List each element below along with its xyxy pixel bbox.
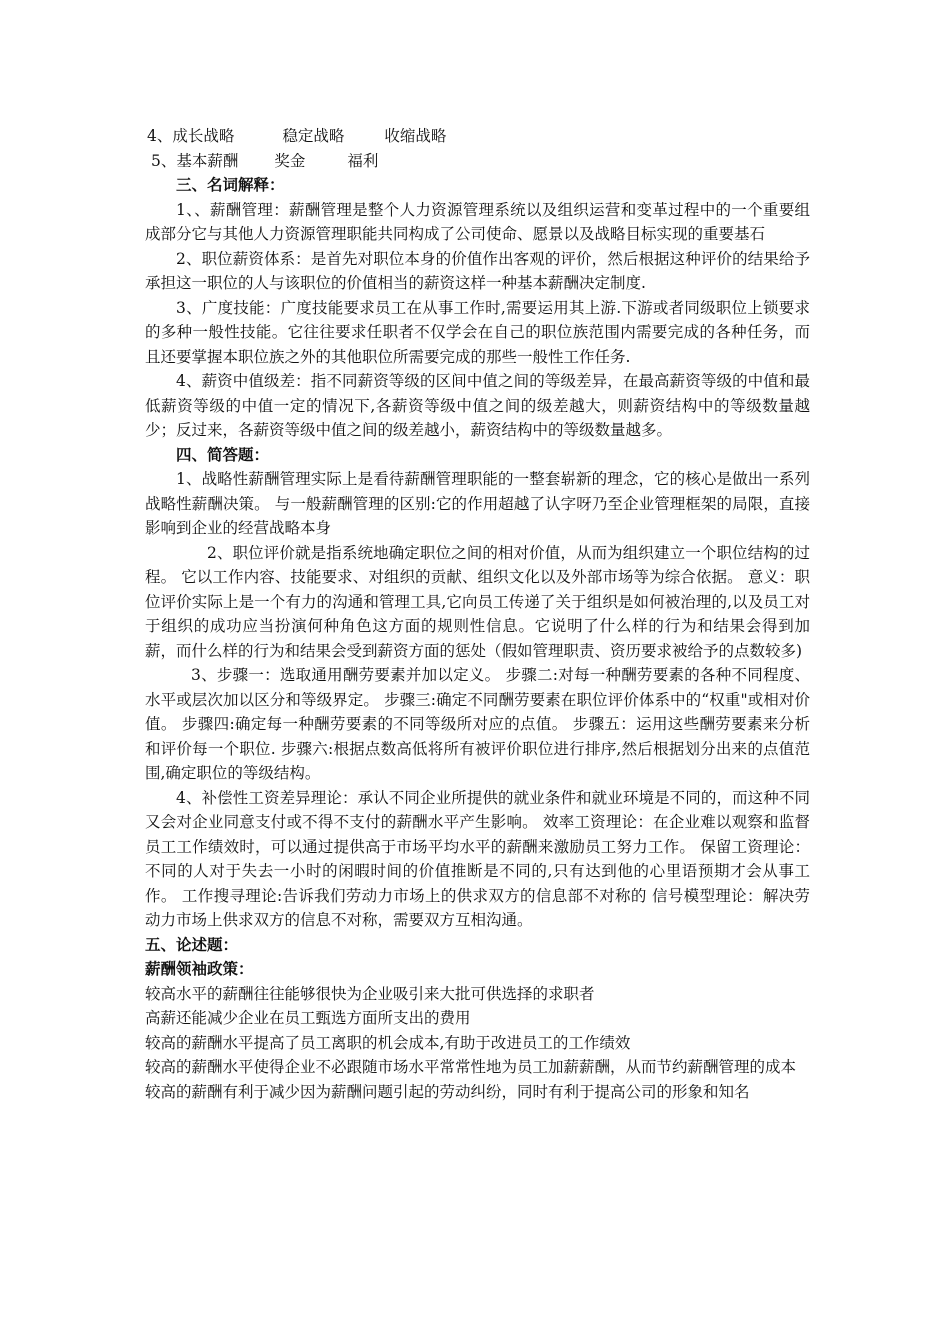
document-body bbox=[145, 124, 810, 1104]
section4-paragraph-4: 4、补偿性工资差异理论：承认不同企业所提供的就业条件和就业环境是不同的，而这种不同又会对企业同意支付或不得不支付的薪酬水平产生影响。 效率工资理论：在企业难以观察和监督员工工作绩效时，可以通过提供高于市场平均水平的薪酬来激励员工努力工作。 保留工资理论：不同的人对于失去一小时的闲暇时间的价值推断是不同的,只有达到他的心里语预期才会从事工作。 工作搜寻理论:告诉我们劳动力市场上的供求双方的信息部不对称的 信号模型理论：解决劳动力市场上供求双方的信息不对称，需要双方互相沟通。 bbox=[145, 788, 810, 929]
section4-paragraph-2: 2、职位评价就是指系统地确定职位之间的相对价值，从而为组织建立一个职位结构的过程。 它以工作内容、技能要求、对组织的贡献、组织文化以及外部市场等为综合依据。 意义：职位评价实际上是一个有力的沟通和管理工具,它向员工传递了关于组织是如何被治理的,以及员工对于组织的成功应当扮演何种角色这方面的规则性信息。它说明了什么样的行为和结果会得到加薪，而什么样的行为和结果会受到薪资方面的惩处（假如管理职责、资历要求被给予的点数较多) bbox=[145, 543, 810, 660]
list-item-5-c: 福利 bbox=[347, 151, 379, 170]
list-item-4 bbox=[145, 124, 810, 149]
section5-item: 较高的薪酬有利于减少因为薪酬问题引起的劳动纠纷，同时有利于提高公司的形象和知名 bbox=[145, 1082, 750, 1101]
section3-paragraph-1: 1、、薪酬管理：薪酬管理是整个人力资源管理系统以及组织运营和变革过程中的一个重要组成部分它与其他人力资源管理职能共同构成了公司使命、愿景以及战略目标实现的重要基石 bbox=[145, 200, 810, 243]
section5-title: 五、论述题： bbox=[145, 934, 239, 954]
list-item-4-c: 收缩战略 bbox=[384, 127, 447, 145]
section5-item: 较高的薪酬水平提高了员工离职的机会成本,有助于改进员工的工作绩效 bbox=[145, 1033, 631, 1052]
section3-title: 三、名词解释： bbox=[176, 175, 285, 194]
section4-title: 四、简答题： bbox=[176, 444, 270, 464]
section3-paragraph-3: 3、广度技能：广度技能要求员工在从事工作时,需要运用其上游.下游或者同级职位上锁要求的多种一般性技能。它往往要求任职者不仅学会在自己的职位族范围内需要完成的各种任务，而且还要掌握本职位族之外的其他职位所需要完成的那些一般性工作任务. bbox=[145, 298, 810, 366]
list-item-5-text: 5、基本薪酬 bbox=[151, 151, 239, 170]
list-item-4-b: 稳定战略 bbox=[282, 127, 345, 145]
section4-paragraph-3: 3、步骤一：选取通用酬劳要素并加以定义。 步骤二:对每一种酬劳要素的各种不同程度、水平或层次加以区分和等级界定。 步骤三:确定不同酬劳要素在职位评价体系中的“权重"或相对价值。 步骤四:确定每一种酬劳要素的不同等级所对应的点值。 步骤五：运用这些酬劳要素来分析和评价每一个职位. 步骤六:根据点数高低将所有被评价职位进行排序,然后根据划分出来的点值范围,确定职位的等级结构。 bbox=[145, 666, 810, 782]
section4-paragraph-1: 1、战略性薪酬管理实际上是看待薪酬管理职能的一整套崭新的理念，它的核心是做出一系列战略性薪酬决策。 与一般薪酬管理的区别:它的作用超越了认字呀乃至企业管理框架的局限，直接影响到企业的经营战略本身 bbox=[145, 470, 810, 537]
section5-subtitle: 薪酬领袖政策： bbox=[145, 959, 254, 978]
section5-item: 较高水平的薪酬往往能够很快为企业吸引来大批可供选择的求职者 bbox=[145, 984, 595, 1003]
list-item-5 bbox=[145, 149, 810, 174]
section3-paragraph-2: 2、职位薪资体系：是首先对职位本身的价值作出客观的评价，然后根据这种评价的结果给予承担这一职位的人与该职位的价值相当的薪资这样一种基本薪酬决定制度. bbox=[145, 249, 810, 292]
list-item-5-b: 奖金 bbox=[274, 151, 306, 170]
section5-item: 较高的薪酬水平使得企业不必跟随市场水平常常性地为员工加薪薪酬，从而节约薪酬管理的成本 bbox=[145, 1058, 797, 1076]
list-item-4-text: 4、成长战略 bbox=[147, 127, 235, 145]
section5-item: 高薪还能减少企业在员工甄选方面所支出的费用 bbox=[145, 1009, 471, 1027]
section3-paragraph-4: 4、薪资中值级差：指不同薪资等级的区间中值之间的等级差异，在最高薪资等级的中值和最低薪资等级的中值一定的情况下,各薪资等级中值之间的级差越大，则薪资结构中的等级数量越少；反过来，各薪资等级中值之间的级差越小，薪资结构中的等级数量越多。 bbox=[145, 372, 810, 439]
